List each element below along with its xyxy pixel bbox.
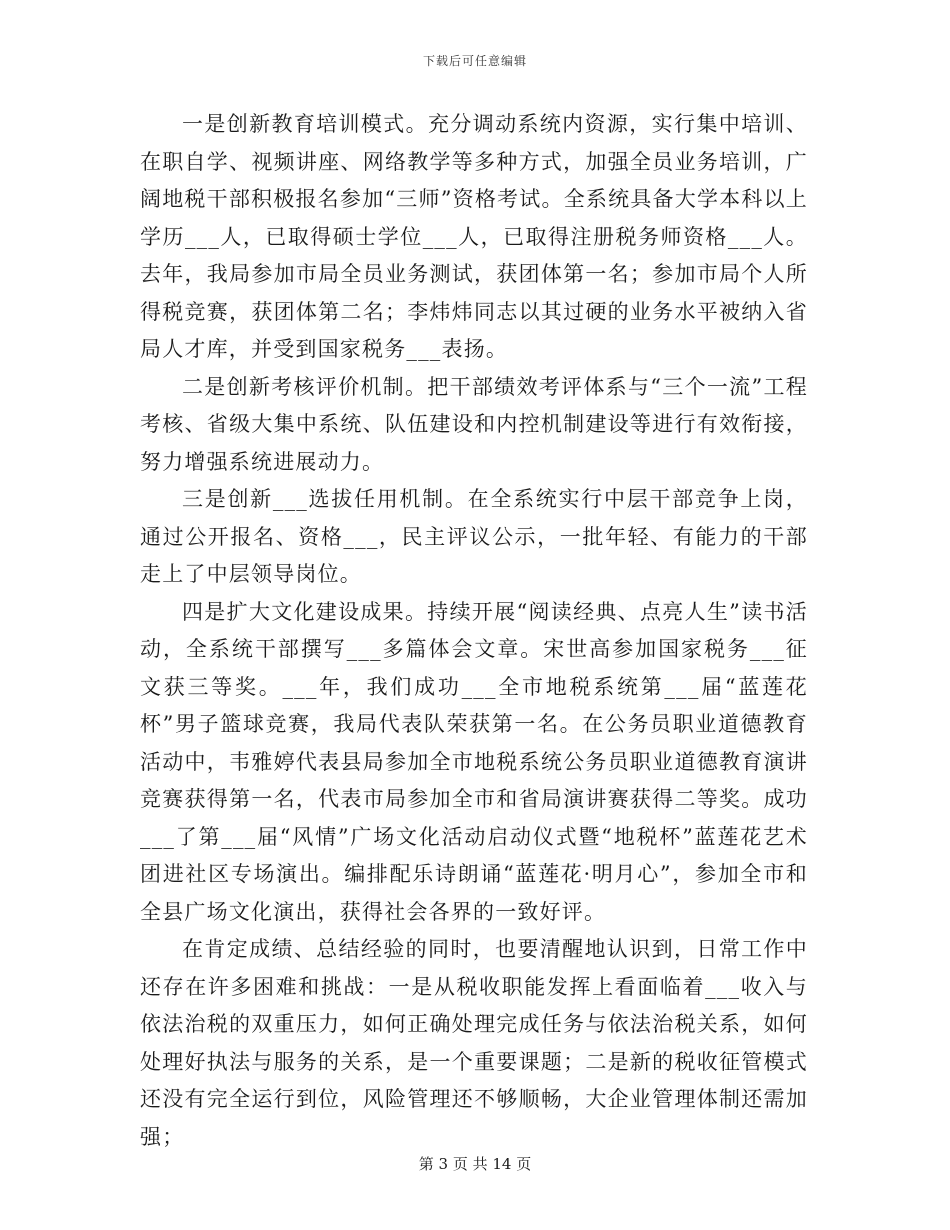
paragraph-challenges: 在肯定成绩、总结经验的同时，也要清醒地认识到，日常工作中还存在许多困难和挑战：一是从税收职能发挥上看面临着___收入与依法治税的双重压力，如何正确处理完成任务与依法治税关系，如何处理好执法与服务的关系，是一个重要课题；二是新的税收征管模式还没有完全运行到位，风险管理还不够顺畅，大企业管理体制还需加强； [140, 937, 808, 1149]
paragraph-selection-appointment: 三是创新___选拔任用机制。在全系统实行中层干部竞争上岗，通过公开报名、资格___，民主评议公示，一批年轻、有能力的干部走上了中层领导岗位。 [140, 487, 808, 586]
paragraph-assessment-mechanism: 二是创新考核评价机制。把干部绩效考评体系与“三个一流”工程考核、省级大集中系统、队伍建设和内控机制建设等进行有效衔接，努力增强系统进展动力。 [140, 374, 808, 474]
paragraph-culture-building: 四是扩大文化建设成果。持续开展“阅读经典、点亮人生”读书活动，全系统干部撰写___多篇体会文章。宋世高参加国家税务___征文获三等奖。___年，我们成功___全市地税系统第___届“蓝莲花杯”男子篮球竞赛，我局代表队荣获第一名。在公务员职业道德教育活动中，韦雅婷代表县局参加全市地税系统公务员职业道德教育演讲竞赛获得第一名，代表市局参加全市和省局演讲赛获得二等奖。成功___了第___届“风情”广场文化活动启动仪式暨“地税杯”蓝莲花艺术团进社区专场演出。编排配乐诗朗诵“蓝莲花·明月心”，参加全市和全县广场文化演出，获得社会各界的一致好评。 [140, 599, 808, 924]
paragraph-education-training: 一是创新教育培训模式。充分调动系统内资源，实行集中培训、在职自学、视频讲座、网络教学等多种方式，加强全员业务培训，广阔地税干部积极报名参加“三师”资格考试。全系统具备大学本科以上学历___人，已取得硕士学位___人，已取得注册税务师资格___人。去年，我局参加市局全员业务测试，获团体第一名；参加市局个人所得税竞赛，获团体第二名；李炜炜同志以其过硬的业务水平被纳入省局人才库，并受到国家税务___表扬。 [140, 112, 808, 361]
document-body [140, 106, 808, 1156]
page-number-footer: 第 3 页 共 14 页 [418, 1155, 532, 1173]
page-header-note: 下载后可任意编辑 [422, 54, 527, 68]
